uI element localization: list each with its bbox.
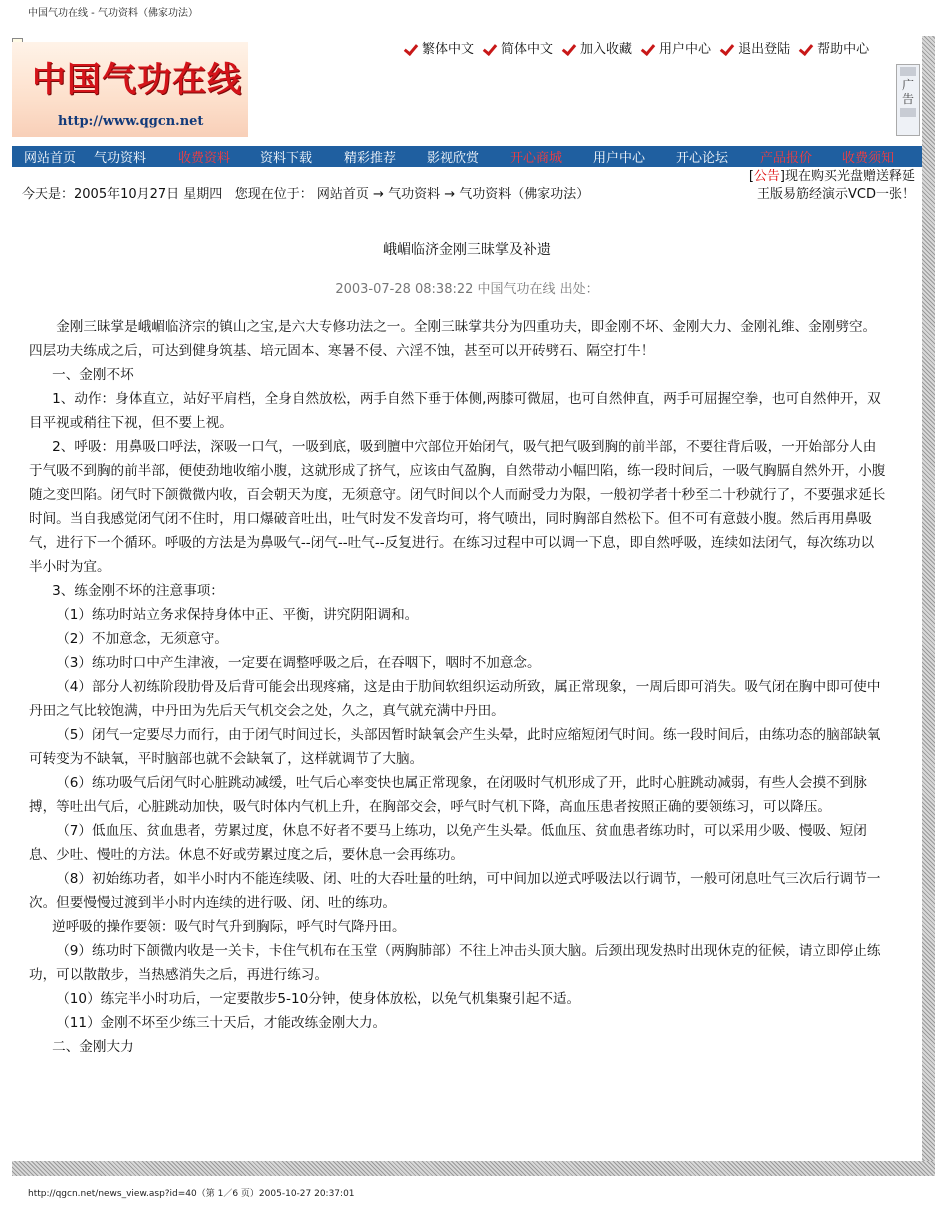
nav-item[interactable]: 精彩推荐 xyxy=(344,151,397,166)
article-paragraph: （3）练功时口中产生津液，一定要在调整呼吸之后，在吞咽下，咽时不加意念。 xyxy=(56,655,541,671)
top-links xyxy=(405,38,879,57)
article-paragraph: （7）低血压、贫血患者，劳累过度，休息不好者不要马上练功，以免产生头晕。低血压、贫血患者练功时，可以采用少吸、慢吸、短闭息、少吐、慢吐的方法。休息不好或劳累过度之后，要休息一会再练功。 xyxy=(29,823,867,863)
nav-item[interactable]: 网站首页 xyxy=(24,151,77,166)
breadcrumb-link[interactable]: 网站首页 xyxy=(316,187,369,202)
checkmark-icon xyxy=(563,41,577,55)
top-link-label: 繁体中文 xyxy=(422,42,475,57)
main-nav xyxy=(12,146,922,167)
scroll-up-icon[interactable] xyxy=(900,67,916,76)
article-paragraph: 1、动作：身体直立，站好平肩档，全身自然放松，两手自然下垂于体侧,两膝可微屈，也可自然伸直，两手可屈握空拳，也可自然伸开，双目平视或稍往下视，但不要上视。 xyxy=(29,391,881,431)
location-bar xyxy=(22,183,589,202)
location-prefix: 您现在位于： xyxy=(234,187,313,202)
breadcrumb-link[interactable]: 气功资料 xyxy=(388,187,441,202)
top-link-label: 加入收藏 xyxy=(580,42,633,57)
article-paragraph: （2）不加意念，无须意守。 xyxy=(56,631,228,647)
article-body xyxy=(29,315,887,1059)
checkmark-icon xyxy=(484,41,498,55)
article-paragraph: 金刚三昧掌是峨嵋临济宗的镇山之宝,是六大专修功法之一。全刚三昧掌共分为四重功夫，即金刚不坏、金刚大力、金刚礼维、金刚劈空。四层功夫练成之后，可达到健身筑基、培元固本、寒暑不侵、六淫不蚀，甚至可以开砖劈石、隔空打牛！ xyxy=(29,319,877,359)
checkmark-icon xyxy=(800,41,814,55)
nav-item[interactable]: 用户中心 xyxy=(593,151,646,166)
article-paragraph: （4）部分人初练阶段肋骨及后背可能会出现疼痛，这是由于肋间软组织运动所致，属正常现象，一周后即可消失。吸气闭在胸中即可使中丹田之气比较饱满，中丹田为先后天气机交会之处，久之，真气就充满中丹田。 xyxy=(29,679,881,719)
today-date: 今天是：2005年10月27日 星期四 xyxy=(22,187,223,202)
article-paragraph: 二、金刚大力 xyxy=(52,1039,134,1055)
nav-item[interactable]: 产品报价 xyxy=(760,151,813,166)
scroll-down-icon[interactable] xyxy=(900,108,916,117)
article-paragraph: （10）练完半小时功后，一定要散步5-10分钟，使身体放松，以免气机集聚引起不适。 xyxy=(56,991,581,1007)
breadcrumb-sep: → xyxy=(368,187,389,202)
article-title: 峨嵋临济金刚三昧掌及补遗 xyxy=(383,242,551,258)
top-link[interactable] xyxy=(563,38,632,57)
logo-name: 中国气功在线 xyxy=(32,60,242,100)
top-link-label: 简体中文 xyxy=(501,42,554,57)
print-footer: http://qgcn.net/news_view.asp?id=40（第 1／6 页）2005-10-27 20:37:01 xyxy=(28,1189,355,1199)
top-link[interactable] xyxy=(484,38,553,57)
notice-text: 现在购买光盘赠送释延王版易筋经演示VCD一张！ xyxy=(757,169,915,202)
top-link-label: 帮助中心 xyxy=(817,42,870,57)
ad-label: 广告 xyxy=(901,78,914,106)
print-header: 中国气功在线 - 气功资料（佛家功法） xyxy=(28,8,198,19)
nav-item[interactable]: 开心论坛 xyxy=(676,151,729,166)
nav-item[interactable]: 开心商城 xyxy=(510,151,563,166)
checkmark-icon xyxy=(405,41,419,55)
breadcrumb xyxy=(317,187,589,202)
top-link[interactable] xyxy=(721,38,790,57)
article-paragraph: （8）初始练功者，如半小时内不能连续吸、闭、吐的大吞吐量的吐纳，可中间加以逆式呼吸法以行调节，一般可闭息吐气三次后行调节一次。但要慢慢过渡到半小时内连续的进行吸、闭、吐的练功。 xyxy=(29,871,881,911)
ad-scroller[interactable] xyxy=(896,64,920,136)
logo-url: http://www.qgcn.net xyxy=(58,114,204,129)
article-paragraph: 2、呼吸：用鼻吸口呼法，深吸一口气，一吸到底，吸到膻中穴部位开始闭气，吸气把气吸到胸的前半部，不要往背后吸，一开始部分人由于气吸不到胸的前半部，便使劲地收缩小腹，这就形成了挤气，应该由气盈胸，自然带动小幅凹陷，练一段时间后，一吸气胸膈自然外开，小腹随之变凹陷。闭气时下颌微微内收，百会朝天为度，无须意守。闭气时间以个人而耐受力为限，一般初学者十秒至二十秒就行了，不要强求延长时间。当自我感觉闭气闭不住时，用口爆破音吐出，吐气时发不发音均可，将气喷出，同时胸部自然松下。但不可有意鼓小腹。然后再用鼻吸气，进行下一个循环。呼吸的方法是为鼻吸气--闭气--吐气--反复进行。在练习过程中可以调一下息，即自然呼吸，连续如法闭气，每次练功以半小时为宜。 xyxy=(29,439,886,575)
site-logo[interactable] xyxy=(12,42,248,137)
top-link-label: 用户中心 xyxy=(659,42,712,57)
checkmark-icon xyxy=(721,41,735,55)
article-paragraph: （9）练功时下颌微内收是一关卡，卡住气机布在玉堂（两胸肺部）不往上冲击头顶大脑。后颈出现发热时出现休克的征候，请立即停止练功，可以散散步，当热感消失之后，再进行练习。 xyxy=(29,943,881,983)
checkmark-icon xyxy=(642,41,656,55)
nav-item[interactable]: 影视欣赏 xyxy=(427,151,480,166)
page-shadow-right xyxy=(922,36,935,1176)
article-paragraph: 逆呼吸的操作要领：吸气时气升到胸际，呼气时气降丹田。 xyxy=(52,919,406,935)
top-link[interactable] xyxy=(405,38,474,57)
article-paragraph: 一、金刚不坏 xyxy=(52,367,134,383)
article-paragraph: （1）练功时站立务求保持身体中正、平衡，讲究阴阳调和。 xyxy=(56,607,419,623)
article-paragraph: 3、练金刚不坏的注意事项： xyxy=(52,583,224,599)
top-link-label: 退出登陆 xyxy=(738,42,791,57)
nav-item[interactable]: 收费资料 xyxy=(178,151,231,166)
top-link[interactable] xyxy=(800,38,869,57)
article-paragraph: （5）闭气一定要尽力而行，由于闭气时间过长，头部因暂时缺氧会产生头晕，此时应缩短闭气时间。练一段时间后，由练功态的脑部缺氧可转变为不缺氧，平时脑部也就不会缺氧了，这样就调节了大脑。 xyxy=(29,727,881,767)
article-meta: 2003-07-28 08:38:22 中国气功在线 出处： xyxy=(335,282,599,297)
nav-item[interactable]: 收费须知 xyxy=(842,151,895,166)
article-paragraph: （11）金刚不坏至少练三十天后，才能改练金刚大力。 xyxy=(56,1015,387,1031)
breadcrumb-link[interactable]: 气功资料（佛家功法） xyxy=(459,187,590,202)
nav-item[interactable]: 气功资料 xyxy=(94,151,147,166)
top-link[interactable] xyxy=(642,38,711,57)
breadcrumb-sep: → xyxy=(440,187,460,202)
notice-box[interactable]: [公告]现在购买光盘赠送释延王版易筋经演示VCD一张！ xyxy=(748,169,915,202)
nav-item[interactable]: 资料下载 xyxy=(260,151,313,166)
article-paragraph: （6）练功吸气后闭气时心脏跳动减缓，吐气后心率变快也属正常现象，在闭吸时气机形成了开，此时心脏跳动减弱，有些人会摸不到脉搏，等吐出气后，心脏跳动加快，吸气时体内气机上升，在胸部交会，呼气时气机下降，高血压患者按照正确的要领练习，可以降压。 xyxy=(29,775,867,815)
notice-tag: 公告 xyxy=(753,169,780,184)
page-shadow-bottom xyxy=(12,1161,935,1176)
